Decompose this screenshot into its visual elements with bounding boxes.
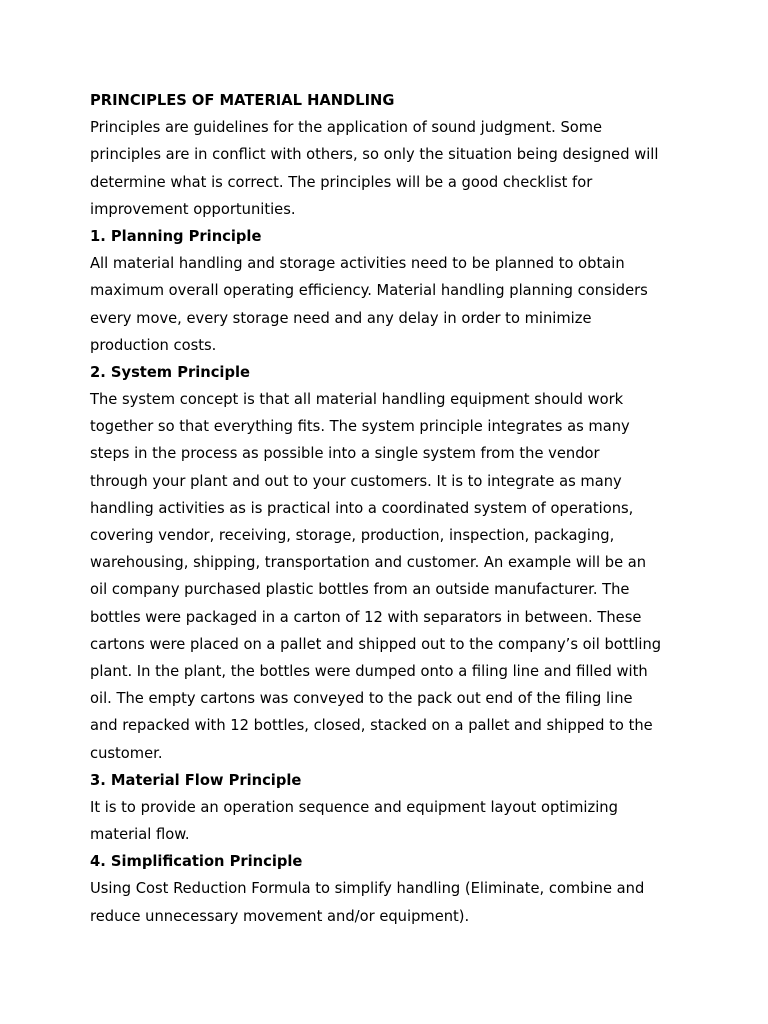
section-line: reduce unnecessary movement and/or equipment).	[90, 907, 470, 925]
document-title: PRINCIPLES OF MATERIAL HANDLING	[90, 92, 395, 109]
section-line: All material handling and storage activities need to be planned to obtain	[90, 255, 625, 273]
section-heading: 4. Simplification Principle	[90, 853, 303, 871]
intro-paragraph	[90, 118, 680, 227]
intro-line: Principles are guidelines for the application of sound judgment. Some	[90, 119, 603, 137]
section-heading: 3. Material Flow Principle	[90, 771, 302, 789]
section-line: material flow.	[90, 826, 190, 844]
intro-line: determine what is correct. The principles will be a good checklist for	[90, 173, 593, 191]
section-material-flow	[90, 771, 680, 853]
section-heading: 2. System Principle	[90, 363, 250, 381]
section-line: customer.	[90, 744, 163, 762]
section-line: steps in the process as possible into a single system from the vendor	[90, 445, 600, 463]
intro-line: improvement opportunities.	[90, 200, 296, 218]
section-line: oil. The empty cartons was conveyed to the pack out end of the filing line	[90, 690, 633, 708]
section-system	[90, 363, 680, 771]
intro-line: principles are in conflict with others, so only the situation being designed will	[90, 146, 659, 164]
section-line: handling activities as is practical into a coordinated system of operations,	[90, 499, 634, 517]
section-line: every move, every storage need and any delay in order to minimize	[90, 309, 592, 327]
section-line: warehousing, shipping, transportation and customer. An example will be an	[90, 554, 647, 572]
section-heading: 1. Planning Principle	[90, 227, 262, 245]
section-planning	[90, 227, 680, 363]
section-line: through your plant and out to your customers. It is to integrate as many	[90, 472, 622, 490]
section-simplification	[90, 852, 680, 934]
section-line: cartons were placed on a pallet and shipped out to the company’s oil bottling	[90, 635, 662, 653]
section-line: Using Cost Reduction Formula to simplify handling (Eliminate, combine and	[90, 880, 645, 898]
section-line: plant. In the plant, the bottles were dumped onto a filing line and filled with	[90, 662, 648, 680]
section-line: together so that everything fits. The system principle integrates as many	[90, 418, 630, 436]
section-line: The system concept is that all material handling equipment should work	[90, 391, 624, 409]
section-line: oil company purchased plastic bottles from an outside manufacturer. The	[90, 581, 630, 599]
section-line: and repacked with 12 bottles, closed, stacked on a pallet and shipped to the	[90, 717, 653, 735]
document-body	[90, 91, 680, 934]
section-line: It is to provide an operation sequence and equipment layout optimizing	[90, 798, 618, 816]
section-line: bottles were packaged in a carton of 12 with separators in between. These	[90, 608, 642, 626]
section-line: production costs.	[90, 336, 217, 354]
section-line: covering vendor, receiving, storage, production, inspection, packaging,	[90, 527, 615, 544]
section-line: maximum overall operating efficiency. Material handling planning considers	[90, 282, 648, 300]
